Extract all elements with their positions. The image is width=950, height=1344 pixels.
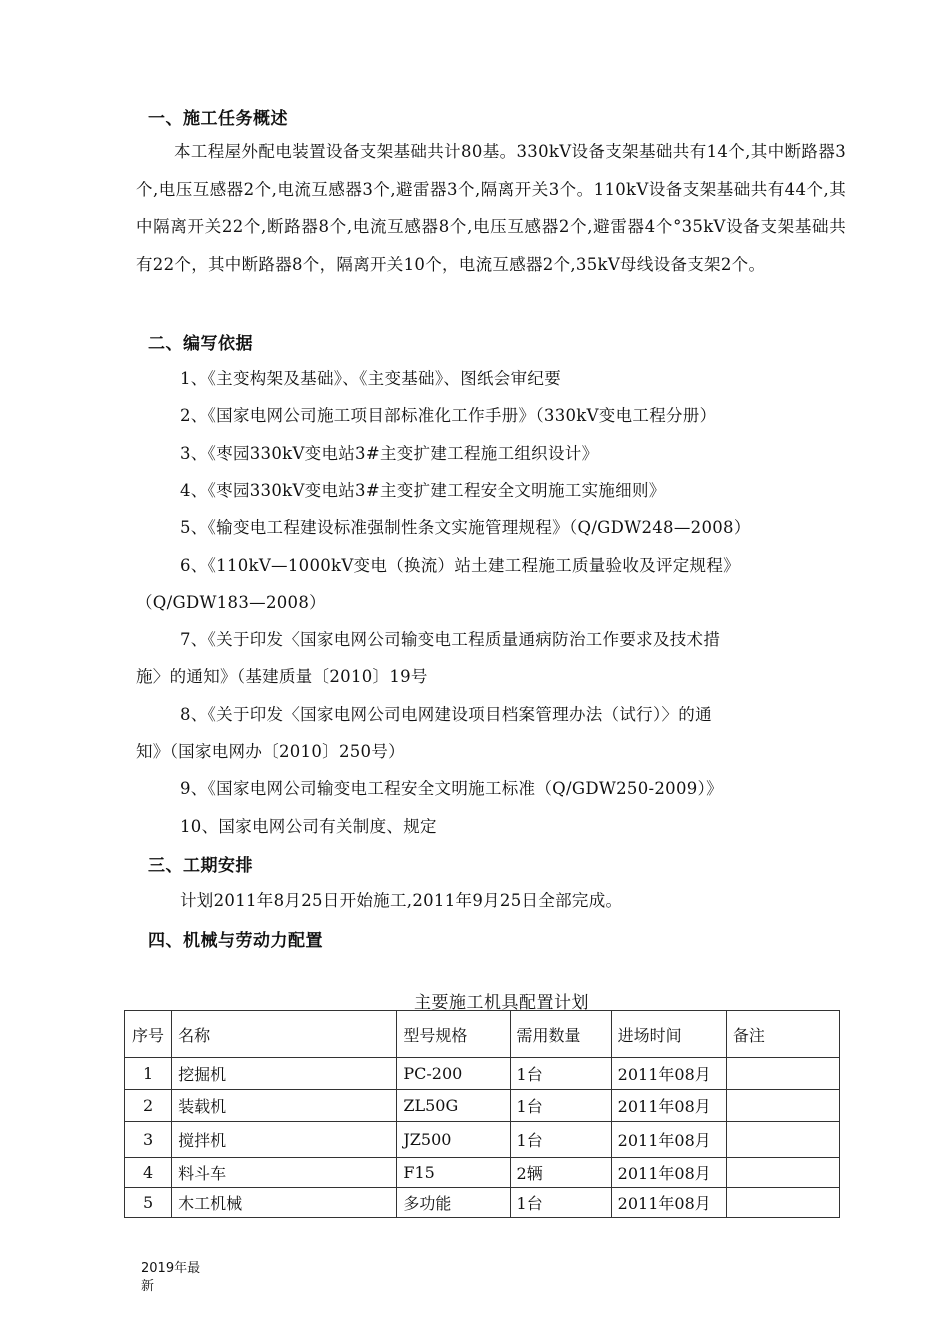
- cell-index: 1: [125, 1058, 172, 1090]
- cell-index: 2: [125, 1090, 172, 1122]
- table-row: [125, 1188, 840, 1218]
- cell-quantity: 1台: [510, 1090, 611, 1122]
- cell-quantity: 1台: [510, 1188, 611, 1218]
- cell-index: 3: [125, 1122, 172, 1158]
- reference-item: 7、《关于印发〈国家电网公司输变电工程质量通病防治工作要求及技术措: [180, 630, 721, 649]
- reference-item: 6、《110kV—1000kV变电（换流）站土建工程施工质量验收及评定规程》: [180, 556, 740, 575]
- reference-item-continuation: （Q/GDW183—2008）: [136, 593, 326, 612]
- header-cell-arrival: 进场时间: [611, 1011, 726, 1058]
- reference-item-continuation: 知》（国家电网办〔2010〕250号）: [136, 742, 405, 761]
- cell-quantity: 1台: [510, 1058, 611, 1090]
- cell-quantity: 1台: [510, 1122, 611, 1158]
- schedule-text: 计划2011年8月25日开始施工,2011年9月25日全部完成。: [180, 891, 623, 910]
- cell-quantity: 2辆: [510, 1158, 611, 1188]
- cell-arrival: 2011年08月: [611, 1058, 726, 1090]
- reference-item: 1、《主变构架及基础》、《主变基础》、图纸会审纪要: [180, 369, 561, 388]
- cell-notes: [726, 1158, 839, 1188]
- table-row: [125, 1090, 840, 1122]
- cell-arrival: 2011年08月: [611, 1188, 726, 1218]
- header-cell-quantity: 需用数量: [510, 1011, 611, 1058]
- cell-model: F15: [397, 1158, 510, 1188]
- cell-notes: [726, 1188, 839, 1218]
- cell-arrival: 2011年08月: [611, 1122, 726, 1158]
- cell-notes: [726, 1090, 839, 1122]
- reference-item: 10、国家电网公司有关制度、规定: [180, 817, 437, 836]
- cell-arrival: 2011年08月: [611, 1158, 726, 1188]
- reference-item: 3、《枣园330kV变电站3#主变扩建工程施工组织设计》: [180, 444, 599, 463]
- table-row: [125, 1122, 840, 1158]
- section-1-text: 本工程屋外配电装置设备支架基础共计80基。330kV设备支架基础共有14个,其中断路器3个,电压互感器2个,电流互感器3个,避雷器3个,隔离开关3个。110kV设备支架基础共有44个,其中隔离开关22个,断路器8个,电流互感器8个,电压互感器2个,避雷器4个°35kV设备支架基础共有22个，其中断路器8个，隔离开关10个，电流互感器2个,35kV母线设备支架2个。: [136, 142, 846, 274]
- cell-name: 搅拌机: [172, 1122, 397, 1158]
- section-1-body: [136, 133, 846, 283]
- table-header-row: [125, 1011, 840, 1058]
- table-row: [125, 1058, 840, 1090]
- cell-index: 5: [125, 1188, 172, 1218]
- cell-name: 木工机械: [172, 1188, 397, 1218]
- reference-item: 9、《国家电网公司输变电工程安全文明施工标准（Q/GDW250-2009）》: [180, 779, 723, 798]
- header-cell-notes: 备注: [726, 1011, 839, 1058]
- cell-name: 挖掘机: [172, 1058, 397, 1090]
- cell-name: 装载机: [172, 1090, 397, 1122]
- header-cell-index: 序号: [125, 1011, 172, 1058]
- cell-arrival: 2011年08月: [611, 1090, 726, 1122]
- reference-item-continuation: 施〉的通知》（基建质量〔2010〕19号: [136, 667, 428, 686]
- equipment-table: [124, 1010, 840, 1218]
- reference-item: 5、《输变电工程建设标准强制性条文实施管理规程》（Q/GDW248—2008）: [180, 518, 751, 537]
- header-cell-model: 型号规格: [397, 1011, 510, 1058]
- cell-model: JZ500: [397, 1122, 510, 1158]
- header-cell-name: 名称: [172, 1011, 397, 1058]
- table-row: [125, 1158, 840, 1188]
- cell-notes: [726, 1058, 839, 1090]
- reference-item: 4、《枣园330kV变电站3#主变扩建工程安全文明施工实施细则》: [180, 481, 666, 500]
- cell-notes: [726, 1122, 839, 1158]
- cell-model: ZL50G: [397, 1090, 510, 1122]
- cell-name: 料斗车: [172, 1158, 397, 1188]
- cell-model: 多功能: [397, 1188, 510, 1218]
- cell-index: 4: [125, 1158, 172, 1188]
- section-heading-2: 二、编写依据: [148, 334, 253, 354]
- footer-note: 2019年最新: [141, 1261, 201, 1294]
- section-heading-4: 四、机械与劳动力配置: [148, 931, 323, 951]
- section-heading-3: 三、工期安排: [148, 856, 253, 876]
- table-title: 主要施工机具配置计划: [414, 993, 589, 1013]
- reference-item: 8、《关于印发〈国家电网公司电网建设项目档案管理办法（试行）〉的通: [180, 705, 712, 724]
- reference-item: 2、《国家电网公司施工项目部标准化工作手册》（330kV变电工程分册）: [180, 406, 717, 425]
- cell-model: PC-200: [397, 1058, 510, 1090]
- section-heading-1: 一、施工任务概述: [148, 109, 288, 129]
